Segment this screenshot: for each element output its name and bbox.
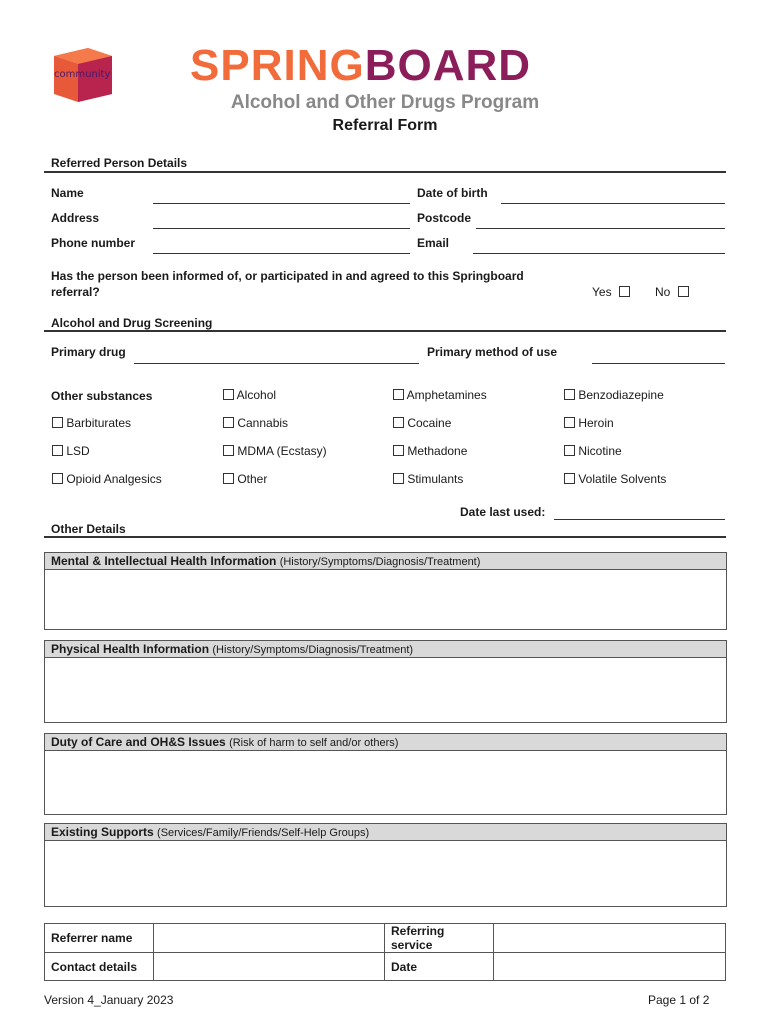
substance-label: Cannabis (237, 416, 289, 430)
substance-label: Alcohol (236, 388, 277, 402)
contact-details-field[interactable] (154, 953, 385, 981)
box-title: Mental & Intellectual Health Information (51, 554, 277, 568)
substance-barbiturates[interactable] (52, 416, 131, 430)
footer-version: Version 4_January 2023 (44, 993, 174, 1007)
section-divider (44, 536, 726, 538)
date-last-used-label: Date last used: (460, 505, 546, 519)
address-field[interactable] (153, 228, 410, 229)
substance-checkbox[interactable] (564, 473, 575, 484)
mental-health-box[interactable] (44, 552, 727, 630)
substance-label: MDMA (Ecstasy) (237, 444, 327, 458)
consent-question: Has the person been informed of, or participated in and agreed to this Springboard referral? (51, 269, 524, 299)
substance-label: Volatile Solvents (578, 472, 667, 486)
section-divider (44, 171, 726, 173)
substance-checkbox[interactable] (393, 389, 404, 400)
box-title: Physical Health Information (51, 642, 210, 656)
brand-part1: SPRING (190, 41, 365, 90)
substance-checkbox[interactable] (393, 473, 404, 484)
consent-yes[interactable] (592, 285, 630, 299)
date-last-used-field[interactable] (554, 519, 725, 520)
substance-label: Other (237, 472, 268, 486)
substance-alcohol[interactable] (223, 388, 276, 402)
consent-no[interactable] (655, 285, 689, 299)
address-label: Address (51, 211, 100, 225)
substance-checkbox[interactable] (564, 389, 575, 400)
date-label: Date (385, 953, 494, 981)
substance-label: Opioid Analgesics (66, 472, 162, 486)
box-subtitle: (Services/Family/Friends/Self-Help Groups) (157, 827, 370, 839)
primary-method-field[interactable] (592, 363, 725, 364)
table-row (45, 924, 726, 953)
substance-checkbox[interactable] (223, 417, 234, 428)
substance-methadone[interactable] (393, 444, 467, 458)
referrer-name-field[interactable] (154, 924, 385, 953)
email-field[interactable] (473, 253, 725, 254)
primary-drug-field[interactable] (134, 363, 419, 364)
community-logo-text: community (54, 69, 111, 80)
substance-label: Amphetamines (406, 388, 487, 402)
substance-label: Heroin (578, 416, 614, 430)
substance-other[interactable] (223, 472, 267, 486)
substance-checkbox[interactable] (223, 473, 234, 484)
mental-health-header (45, 553, 726, 570)
physical-health-box[interactable] (44, 640, 727, 723)
section-divider (44, 330, 726, 332)
name-field[interactable] (153, 203, 410, 204)
program-title: Alcohol and Other Drugs Program (230, 92, 540, 113)
existing-supports-header (45, 824, 726, 841)
postcode-label: Postcode (417, 211, 472, 225)
substance-checkbox[interactable] (223, 389, 234, 400)
substance-checkbox[interactable] (564, 445, 575, 456)
referring-service-label: Referring service (385, 924, 494, 953)
other-substances-label: Other substances (51, 389, 153, 403)
postcode-field[interactable] (476, 228, 725, 229)
yes-checkbox[interactable] (619, 286, 630, 297)
substance-opioid[interactable] (52, 472, 162, 486)
no-checkbox[interactable] (678, 286, 689, 297)
section-other-title: Other Details (51, 522, 126, 536)
form-title: Referral Form (332, 117, 438, 134)
phone-label: Phone number (51, 236, 136, 250)
substance-label: Methadone (407, 444, 468, 458)
section-screening-title: Alcohol and Drug Screening (51, 316, 213, 330)
substance-cocaine[interactable] (393, 416, 451, 430)
box-subtitle: (Risk of harm to self and/or others) (229, 737, 399, 749)
email-label: Email (417, 236, 450, 250)
substance-stimulants[interactable] (393, 472, 463, 486)
substance-lsd[interactable] (52, 444, 90, 458)
substance-checkbox[interactable] (393, 417, 404, 428)
brand-part2: BOARD (364, 41, 532, 90)
substance-checkbox[interactable] (52, 417, 63, 428)
substance-checkbox[interactable] (564, 417, 575, 428)
primary-drug-label: Primary drug (51, 345, 126, 359)
substance-nicotine[interactable] (564, 444, 622, 458)
substance-heroin[interactable] (564, 416, 614, 430)
table-row (45, 953, 726, 981)
box-subtitle: (History/Symptoms/Diagnosis/Treatment) (279, 556, 481, 568)
no-label: No (655, 285, 671, 299)
substance-label: Stimulants (407, 472, 464, 486)
substance-checkbox[interactable] (52, 473, 63, 484)
contact-details-label: Contact details (45, 953, 154, 981)
referrer-name-label: Referrer name (45, 924, 154, 953)
dob-label: Date of birth (417, 186, 488, 200)
name-label: Name (51, 186, 84, 200)
substance-amphetamines[interactable] (393, 388, 487, 402)
substance-benzodiazepine[interactable] (564, 388, 664, 402)
section-referred-title: Referred Person Details (51, 156, 188, 170)
physical-health-header (45, 641, 726, 658)
existing-supports-box[interactable] (44, 823, 727, 907)
substance-checkbox[interactable] (52, 445, 63, 456)
box-subtitle: (History/Symptoms/Diagnosis/Treatment) (212, 644, 414, 656)
phone-field[interactable] (153, 253, 410, 254)
dob-field[interactable] (501, 203, 725, 204)
duty-of-care-box[interactable] (44, 733, 727, 815)
box-title: Existing Supports (51, 825, 154, 839)
duty-of-care-header (45, 734, 726, 751)
box-title: Duty of Care and OH&S Issues (51, 735, 226, 749)
yes-label: Yes (592, 285, 612, 299)
substance-volatile-solvents[interactable] (564, 472, 666, 486)
substance-label: Cocaine (407, 416, 452, 430)
brand-wordmark (190, 40, 531, 92)
substance-label: Barbiturates (66, 416, 132, 430)
referrer-table (44, 923, 726, 981)
substance-checkbox[interactable] (223, 445, 234, 456)
substance-label: Nicotine (578, 444, 622, 458)
substance-label: Benzodiazepine (578, 388, 664, 402)
referring-service-field[interactable] (494, 924, 726, 953)
primary-method-label: Primary method of use (427, 345, 558, 359)
substance-checkbox[interactable] (393, 445, 404, 456)
date-field[interactable] (494, 953, 726, 981)
substance-label: LSD (66, 444, 90, 458)
footer-page: Page 1 of 2 (648, 993, 710, 1007)
substance-mdma[interactable] (223, 444, 327, 458)
substance-cannabis[interactable] (223, 416, 288, 430)
